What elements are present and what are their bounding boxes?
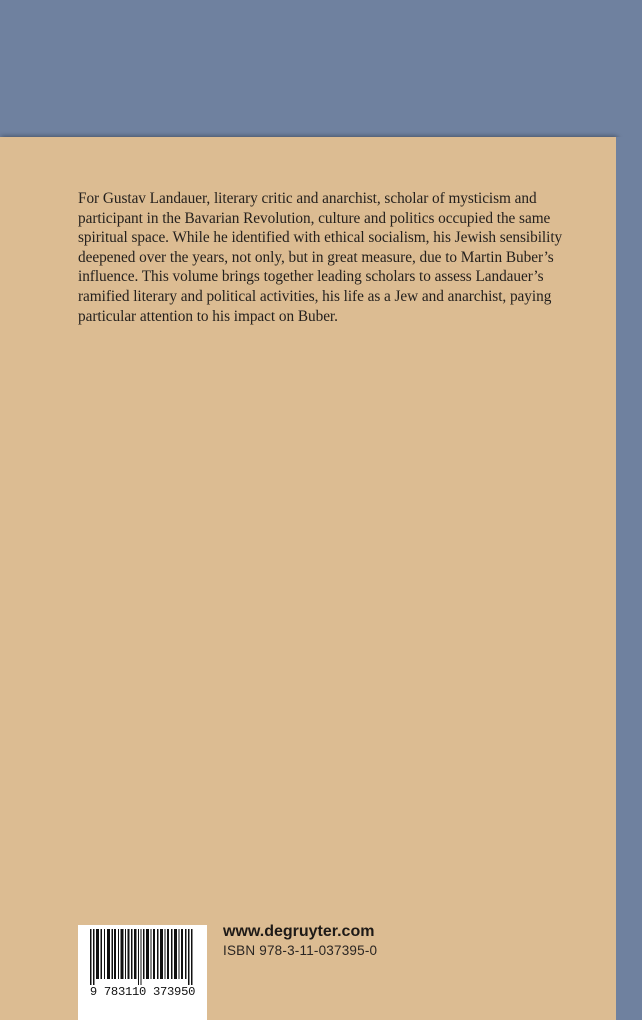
right-edge-background [616, 137, 642, 1020]
barcode-bars [78, 925, 207, 985]
blurb-text: For Gustav Landauer, literary critic and anarchist, scholar of mysticism and participant in the Bavarian Revolution, culture and politics occupied the same spiritual space. While he identified with ethical socialism, his Jewish sensibility deepened over the years, not only, but in great measure, due to Martin Buber’s influence. This volume brings together leading scholars to assess Landauer’s ramified literary and political activities, his life as a Jew and anarchist, paying particular attention to his impact on Buber. [78, 190, 563, 325]
back-cover-panel [0, 137, 616, 1020]
barcode-digits: 9 783110 373950 [89, 985, 196, 999]
publisher-url[interactable]: www.degruyter.com [223, 923, 375, 940]
isbn-text: ISBN 978-3-11-037395-0 [223, 943, 378, 958]
isbn-barcode [78, 925, 207, 1020]
